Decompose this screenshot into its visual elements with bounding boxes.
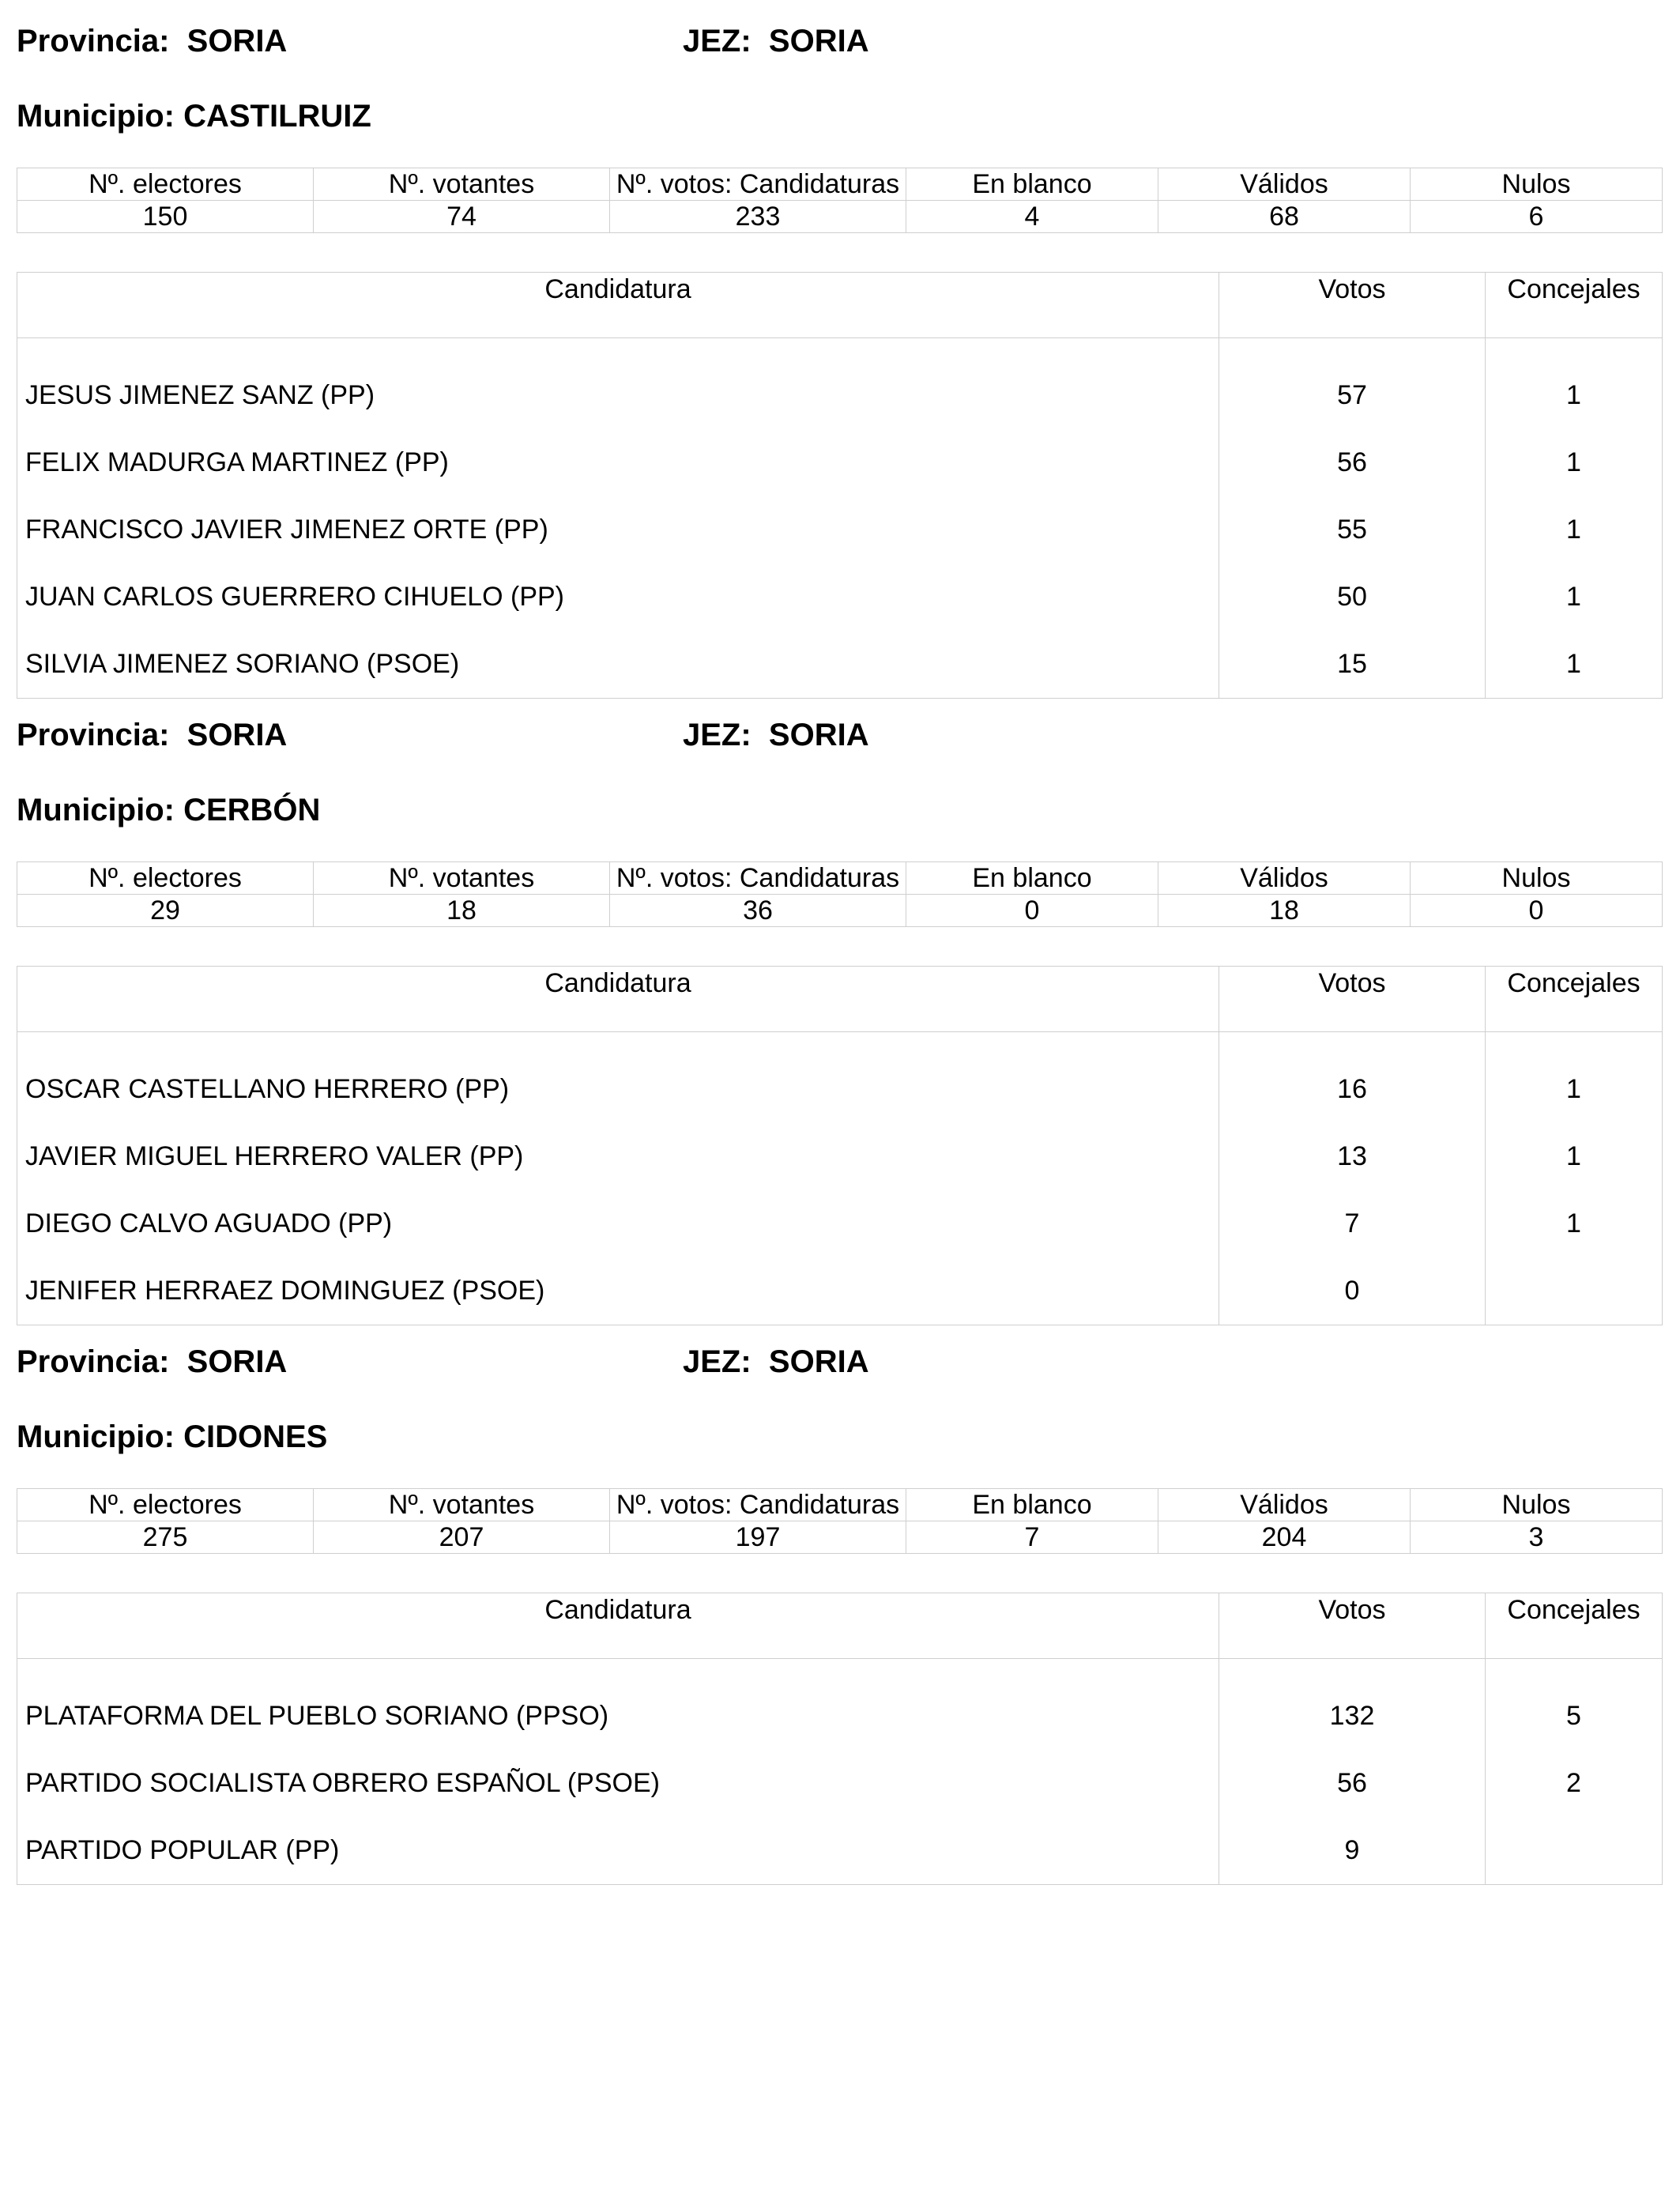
jez-heading xyxy=(683,1344,869,1380)
candidate-name: PARTIDO POPULAR (PP) xyxy=(17,1817,1219,1885)
header-votos: Votos xyxy=(1219,1593,1486,1659)
candidate-name: JAVIER MIGUEL HERRERO VALER (PP) xyxy=(17,1123,1219,1190)
provincia-heading xyxy=(17,1344,287,1380)
stats-value-votantes: 18 xyxy=(314,895,610,927)
candidate-concejales: 1 xyxy=(1486,1190,1663,1257)
candidate-concejales: 2 xyxy=(1486,1750,1663,1817)
stats-value-en-blanco: 7 xyxy=(906,1521,1158,1554)
candidate-row xyxy=(17,1817,1663,1885)
stats-value-en-blanco: 4 xyxy=(906,201,1158,233)
stats-table xyxy=(17,168,1663,233)
stats-value-votos-candidaturas: 233 xyxy=(610,201,906,233)
stats-header-electores: Nº. electores xyxy=(17,1489,314,1521)
provincia-heading xyxy=(17,718,287,753)
stats-value-validos: 204 xyxy=(1158,1521,1411,1554)
stats-header-validos: Válidos xyxy=(1158,168,1411,201)
municipio-label: Municipio: xyxy=(17,1419,175,1454)
candidates-header-row xyxy=(17,967,1663,1032)
provincia-value: SORIA xyxy=(186,718,288,752)
candidate-concejales: 1 xyxy=(1486,564,1663,631)
stats-header-validos: Válidos xyxy=(1158,862,1411,895)
candidate-concejales: 1 xyxy=(1486,338,1663,430)
municipio-heading xyxy=(17,793,320,828)
stats-header-nulos: Nulos xyxy=(1411,862,1663,895)
stats-header-en-blanco: En blanco xyxy=(906,1489,1158,1521)
candidate-votos: 13 xyxy=(1219,1123,1486,1190)
municipio-value: CIDONES xyxy=(183,1419,328,1454)
candidate-row xyxy=(17,1190,1663,1257)
stats-header-electores: Nº. electores xyxy=(17,862,314,895)
provincia-heading xyxy=(17,24,287,59)
candidate-name: PARTIDO SOCIALISTA OBRERO ESPAÑOL (PSOE) xyxy=(17,1750,1219,1817)
municipio-heading xyxy=(17,1419,327,1455)
stats-value-nulos: 6 xyxy=(1411,201,1663,233)
stats-value-electores: 29 xyxy=(17,895,314,927)
candidate-row xyxy=(17,1032,1663,1124)
stats-header-votantes: Nº. votantes xyxy=(314,862,610,895)
stats-value-validos: 18 xyxy=(1158,895,1411,927)
candidate-concejales: 1 xyxy=(1486,496,1663,564)
candidate-votos: 132 xyxy=(1219,1659,1486,1751)
municipio-value: CERBÓN xyxy=(183,793,321,827)
stats-value-row xyxy=(17,201,1663,233)
candidate-name: JESUS JIMENEZ SANZ (PP) xyxy=(17,338,1219,430)
candidate-row xyxy=(17,631,1663,699)
stats-value-row xyxy=(17,1521,1663,1554)
jez-label: JEZ: xyxy=(683,1344,751,1379)
candidate-votos: 16 xyxy=(1219,1032,1486,1124)
jez-value: SORIA xyxy=(768,24,869,58)
header-candidatura: Candidatura xyxy=(17,1593,1219,1659)
jez-label: JEZ: xyxy=(683,24,751,58)
jez-label: JEZ: xyxy=(683,718,751,752)
candidate-concejales: 5 xyxy=(1486,1659,1663,1751)
stats-header-row xyxy=(17,168,1663,201)
candidate-votos: 9 xyxy=(1219,1817,1486,1885)
candidate-votos: 15 xyxy=(1219,631,1486,699)
candidate-votos: 56 xyxy=(1219,1750,1486,1817)
header-concejales: Concejales xyxy=(1486,273,1663,338)
candidates-header-row xyxy=(17,1593,1663,1659)
candidate-votos: 57 xyxy=(1219,338,1486,430)
stats-header-row xyxy=(17,1489,1663,1521)
candidates-table xyxy=(17,272,1663,699)
candidate-row xyxy=(17,1257,1663,1325)
header-concejales: Concejales xyxy=(1486,1593,1663,1659)
jez-heading xyxy=(683,718,869,753)
candidate-row xyxy=(17,338,1663,430)
stats-value-en-blanco: 0 xyxy=(906,895,1158,927)
stats-value-nulos: 0 xyxy=(1411,895,1663,927)
stats-value-validos: 68 xyxy=(1158,201,1411,233)
candidate-name: DIEGO CALVO AGUADO (PP) xyxy=(17,1190,1219,1257)
candidate-row xyxy=(17,496,1663,564)
candidate-row xyxy=(17,1750,1663,1817)
candidates-header-row xyxy=(17,273,1663,338)
stats-header-nulos: Nulos xyxy=(1411,1489,1663,1521)
candidate-votos: 56 xyxy=(1219,429,1486,496)
provincia-label: Provincia: xyxy=(17,1344,170,1379)
candidate-votos: 50 xyxy=(1219,564,1486,631)
stats-value-votantes: 207 xyxy=(314,1521,610,1554)
stats-header-votantes: Nº. votantes xyxy=(314,168,610,201)
header-votos: Votos xyxy=(1219,967,1486,1032)
stats-header-en-blanco: En blanco xyxy=(906,168,1158,201)
municipio-value: CASTILRUIZ xyxy=(183,99,371,134)
candidate-name: JUAN CARLOS GUERRERO CIHUELO (PP) xyxy=(17,564,1219,631)
header-concejales: Concejales xyxy=(1486,967,1663,1032)
municipio-label: Municipio: xyxy=(17,793,175,827)
stats-header-validos: Válidos xyxy=(1158,1489,1411,1521)
candidate-votos: 55 xyxy=(1219,496,1486,564)
candidate-name: OSCAR CASTELLANO HERRERO (PP) xyxy=(17,1032,1219,1124)
stats-header-votos-candidaturas: Nº. votos: Candidaturas xyxy=(610,862,906,895)
jez-value: SORIA xyxy=(768,718,869,752)
stats-table xyxy=(17,861,1663,927)
stats-value-electores: 150 xyxy=(17,201,314,233)
stats-value-votos-candidaturas: 36 xyxy=(610,895,906,927)
candidate-concejales xyxy=(1486,1817,1663,1885)
stats-header-votos-candidaturas: Nº. votos: Candidaturas xyxy=(610,1489,906,1521)
stats-value-nulos: 3 xyxy=(1411,1521,1663,1554)
stats-header-nulos: Nulos xyxy=(1411,168,1663,201)
municipio-heading xyxy=(17,99,371,134)
stats-header-en-blanco: En blanco xyxy=(906,862,1158,895)
stats-value-row xyxy=(17,895,1663,927)
municipio-label: Municipio: xyxy=(17,99,175,134)
provincia-value: SORIA xyxy=(186,1344,288,1379)
stats-header-electores: Nº. electores xyxy=(17,168,314,201)
header-candidatura: Candidatura xyxy=(17,967,1219,1032)
header-votos: Votos xyxy=(1219,273,1486,338)
candidate-row xyxy=(17,1659,1663,1751)
stats-header-row xyxy=(17,862,1663,895)
candidate-name: PLATAFORMA DEL PUEBLO SORIANO (PPSO) xyxy=(17,1659,1219,1751)
provincia-value: SORIA xyxy=(186,24,288,58)
provincia-label: Provincia: xyxy=(17,24,170,58)
stats-value-votantes: 74 xyxy=(314,201,610,233)
candidate-name: FRANCISCO JAVIER JIMENEZ ORTE (PP) xyxy=(17,496,1219,564)
candidate-name: FELIX MADURGA MARTINEZ (PP) xyxy=(17,429,1219,496)
stats-header-votantes: Nº. votantes xyxy=(314,1489,610,1521)
jez-heading xyxy=(683,24,869,59)
candidate-votos: 0 xyxy=(1219,1257,1486,1325)
candidate-concejales: 1 xyxy=(1486,631,1663,699)
candidate-concejales xyxy=(1486,1257,1663,1325)
candidates-table xyxy=(17,1593,1663,1885)
stats-value-votos-candidaturas: 197 xyxy=(610,1521,906,1554)
candidate-row xyxy=(17,429,1663,496)
candidate-row xyxy=(17,1123,1663,1190)
candidate-concejales: 1 xyxy=(1486,429,1663,496)
header-candidatura: Candidatura xyxy=(17,273,1219,338)
candidate-concejales: 1 xyxy=(1486,1123,1663,1190)
stats-value-electores: 275 xyxy=(17,1521,314,1554)
candidate-name: SILVIA JIMENEZ SORIANO (PSOE) xyxy=(17,631,1219,699)
candidate-concejales: 1 xyxy=(1486,1032,1663,1124)
candidate-row xyxy=(17,564,1663,631)
candidates-table xyxy=(17,966,1663,1325)
candidate-votos: 7 xyxy=(1219,1190,1486,1257)
jez-value: SORIA xyxy=(768,1344,869,1379)
provincia-label: Provincia: xyxy=(17,718,170,752)
candidate-name: JENIFER HERRAEZ DOMINGUEZ (PSOE) xyxy=(17,1257,1219,1325)
stats-header-votos-candidaturas: Nº. votos: Candidaturas xyxy=(610,168,906,201)
stats-table xyxy=(17,1488,1663,1554)
